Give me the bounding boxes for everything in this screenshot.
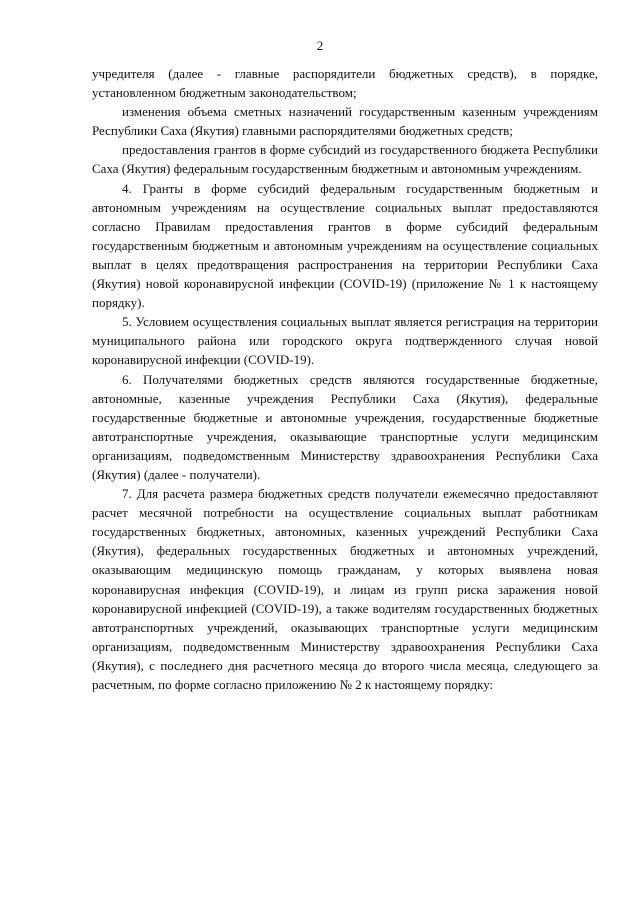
paragraph: 4. Гранты в форме субсидий федеральным государственным бюджетным и автономным учреждениям на осуществление социальных выплат предоставляются согласно Правилам предоставления грантов в форме субсидий федеральным государственным бюджетным и автономным учреждениям на осуществление социальных выплат в целях предотвращения распространения на территории Республики Саха (Якутия) новой коронавирусной инфекции (COVID-19) (приложение № 1 к настоящему порядку). <box>92 180 598 311</box>
document-body <box>92 64 598 694</box>
page-number: 2 <box>316 38 324 53</box>
paragraph: 7. Для расчета размера бюджетных средств получатели ежемесячно предоставляют расчет месячной потребности на осуществление социальных выплат работникам государственных бюджетных, автономных, казенных учреждений Республики Саха (Якутия), федеральных государственных бюджетных и автономных учреждений, оказывающим медицинскую помощь гражданам, у которых выявлена новая коронавирусная инфекция (COVID-19), и лицам из групп риска заражения новой коронавирусной инфекцией (COVID-19), а также водителям государственных бюджетных автотранспортных учреждений, оказывающих транспортные услуги медицинским организациям, подведомственным Министерству здравоохранения Республики Саха (Якутия), с последнего дня расчетного месяца до второго числа месяца, следующего за расчетным, по форме согласно приложению № 2 к настоящему порядку: <box>92 486 598 692</box>
paragraph: учредителя (далее - главные распорядители бюджетных средств), в порядке, установленном бюджетным законодательством; <box>92 66 598 101</box>
paragraph: 6. Получателями бюджетных средств являются государственные бюджетные, автономные, казенные учреждения Республики Саха (Якутия), федеральные государственные бюджетные и автономные учреждения, государственные бюджетные автотранспортные учреждения, оказывающие транспортные услуги медицинским организациям, подведомственным Министерству здравоохранения Республики Саха (Якутия) (далее - получатели). <box>92 371 598 482</box>
paragraph: 5. Условием осуществления социальных выплат является регистрация на территории муниципального района или городского округа подтвержденного случая новой коронавирусной инфекции (COVID-19). <box>92 314 598 368</box>
paragraph: предоставления грантов в форме субсидий из государственного бюджета Республики Саха (Якутия) федеральным государственным бюджетным и автономным учреждениям. <box>92 142 598 177</box>
paragraph: изменения объема сметных назначений государственным казенным учреждениям Республики Саха (Якутия) главными распорядителями бюджетных средств; <box>92 104 598 139</box>
